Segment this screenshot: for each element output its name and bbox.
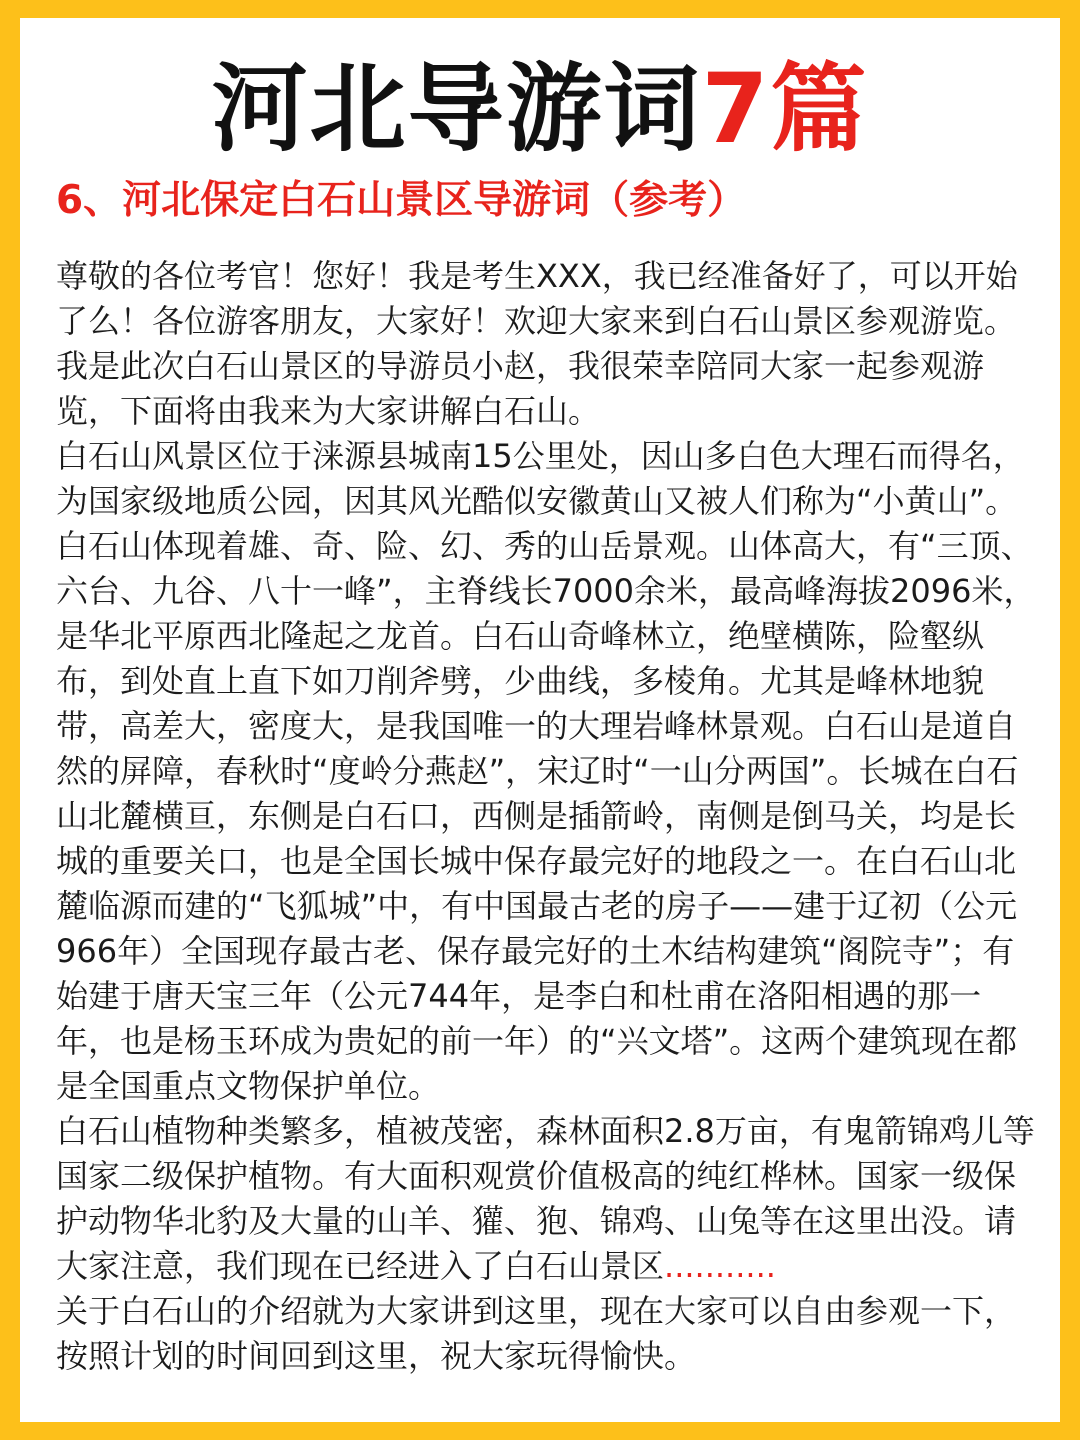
paragraph-intro: 尊敬的各位考官！您好！我是考生XXX，我已经准备好了，可以开始了么！各位游客朋友，大家好！欢迎大家来到白石山景区参观游览。我是此次白石山景区的导游员小赵，我很荣幸陪同大家一起参观游览，下面将由我来为大家讲解白石山。 [56,257,1018,430]
paragraph-closing: 关于白石山的介绍就为大家讲到这里，现在大家可以自由参观一下，按照计划的时间回到这里，祝大家玩得愉快。 [56,1292,1017,1375]
article-body [56,254,1041,1379]
page-title [20,54,1060,164]
section-heading: 6、河北保定白石山景区导游词（参考） [56,178,747,223]
paragraph-flora-fauna [56,1109,1041,1289]
paragraph-overview: 白石山风景区位于涞源县城南15公里处，因山多白色大理石而得名，为国家级地质公园，因其风光酷似安徽黄山又被人们称为“小黄山”。白石山体现着雄、奇、险、幻、秀的山岳景观。山体高大，有“三顶、六台、九谷、八十一峰”，主脊线长7000余米，最高峰海拔2096米，是华北平原西北隆起之龙首。白石山奇峰林立，绝壁横陈，险壑纵布，到处直上直下如刀削斧劈，少曲线，多棱角。尤其是峰林地貌带，高差大，密度大，是我国唯一的大理岩峰林景观。白石山是道自然的屏障，春秋时“度岭分燕赵”，宋辽时“一山分两国”。长城在白石山北麓横亘，东侧是白石口，西侧是插箭岭，南侧是倒马关，均是长城的重要关口，也是全国长城中保存最完好的地段之一。在白石山北麓临源而建的“飞狐城”中，有中国最古老的房子——建于辽初（公元966年）全国现存最古老、保存最完好的土木结构建筑“阁院寺”；有始建于唐天宝三年（公元744年，是李白和杜甫在洛阳相遇的那一年，也是杨玉环成为贵妃的前一年）的“兴文塔”。这两个建筑现在都是全国重点文物保护单位。 [56,437,1036,1105]
content-card [20,18,1060,1422]
title-main: 河北导游词 [211,53,702,165]
ellipsis-dots: ........... [664,1247,776,1285]
title-accent: 7篇 [701,53,869,165]
paragraph-flora-fauna-text: 白石山植物种类繁多，植被茂密，森林面积2.8万亩，有鬼箭锦鸡儿等国家二级保护植物。有大面积观赏价值极高的纯红桦林。国家一级保护动物华北豹及大量的山羊、獾、狍、锦鸡、山兔等在这里出没。请大家注意，我们现在已经进入了白石山景区 [56,1112,1035,1285]
